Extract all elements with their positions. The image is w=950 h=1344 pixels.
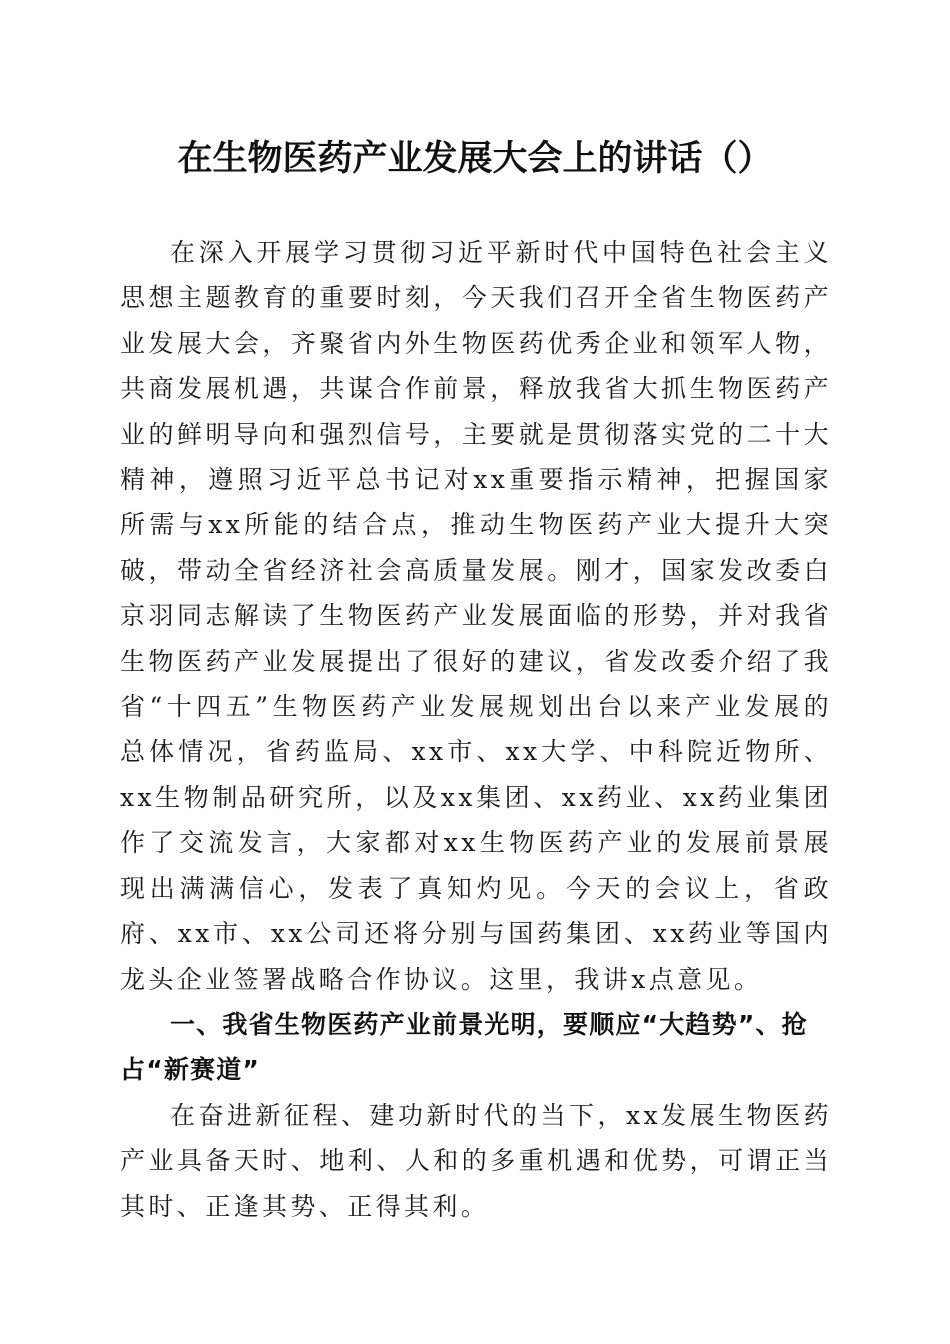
- paragraph-intro: 在深入开展学习贯彻习近平新时代中国特色社会主义思想主题教育的重要时刻，今天我们召开全省生物医药产业发展大会，齐聚省内外生物医药优秀企业和领军人物，共商发展机遇，共谋合作前景，释放我省大抓生物医药产业的鲜明导向和强烈信号，主要就是贯彻落实党的二十大精神，遵照习近平总书记对xx重要指示精神，把握国家所需与xx所能的结合点，推动生物医药产业大提升大突破，带动全省经济社会高质量发展。刚才，国家发改委白京羽同志解读了生物医药产业发展面临的形势，并对我省生物医药产业发展提出了很好的建议，省发改委介绍了我省“十四五”生物医药产业发展规划出台以来产业发展的总体情况，省药监局、xx市、xx大学、中科院近物所、xx生物制品研究所，以及xx集团、xx药业、xx药业集团作了交流发言，大家都对xx生物医药产业的发展前景展现出满满信心，发表了真知灼见。今天的会议上，省政府、xx市、xx公司还将分别与国药集团、xx药业等国内龙头企业签署战略合作协议。这里，我讲x点意见。: [120, 238, 832, 994]
- document-body: [120, 230, 832, 1229]
- section-heading-1: 一、我省生物医药产业前景光明，要顺应“大趋势”、抢占“新赛道”: [120, 1009, 808, 1085]
- document-title: 在生物医药产业发展大会上的讲话（）: [177, 138, 773, 179]
- paragraph-section-1: 在奋进新征程、建功新时代的当下，xx发展生物医药产业具备天时、地利、人和的多重机遇和优势，可谓正当其时、正逢其势、正得其利。: [120, 1100, 832, 1221]
